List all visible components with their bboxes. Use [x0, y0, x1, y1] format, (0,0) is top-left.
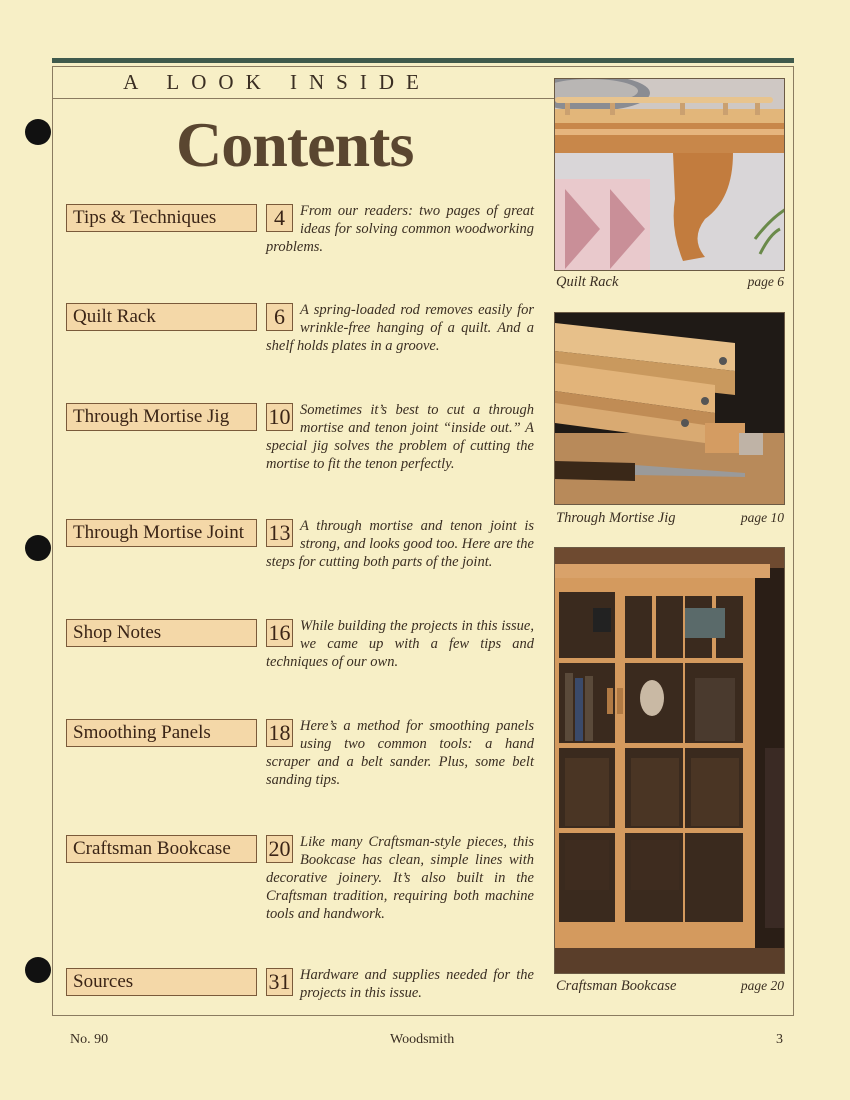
- entry-description: Here’s a method for smoothing panels using two common tools: a hand scraper and a belt sander. Plus, some belt sanding tips.: [266, 718, 534, 788]
- bookcase-photo: [554, 547, 785, 974]
- entry-label: Tips & Techniques: [66, 204, 257, 232]
- quilt-rack-photo: [554, 78, 785, 271]
- entry-page: 4: [266, 204, 293, 232]
- entry-label: Sources: [66, 968, 257, 996]
- entry-label: Smoothing Panels: [66, 719, 257, 747]
- entry-description: A through mortise and tenon joint is strong, and looks good too. Here are the steps for cutting both parts of the joint.: [266, 518, 534, 570]
- footer-page-number: 3: [776, 1032, 783, 1047]
- caption-title: Craftsman Bookcase: [556, 978, 677, 994]
- entry-description: Hardware and supplies needed for the projects in this issue.: [300, 967, 534, 1001]
- kicker-rule: [52, 98, 554, 99]
- entry-page: 31: [266, 968, 293, 996]
- photo-caption: [556, 274, 784, 291]
- entry-page: 20: [266, 835, 293, 863]
- entry-description: A spring-loaded rod removes easily for wrinkle-free hanging of a quilt. And a shelf holds plates in a groove.: [266, 302, 534, 354]
- kicker: A LOOK INSIDE: [123, 70, 431, 94]
- entry-page: 6: [266, 303, 293, 331]
- photo-caption: [556, 510, 784, 527]
- entry-description: From our readers: two pages of great ideas for solving common woodworking problems.: [266, 203, 534, 255]
- mortise-jig-photo: [554, 312, 785, 505]
- entry-description: While building the projects in this issue, we came up with a few tips and techniques of our own.: [266, 618, 534, 670]
- caption-title: Quilt Rack: [556, 274, 619, 290]
- caption-title: Through Mortise Jig: [556, 510, 676, 526]
- entry-page: 18: [266, 719, 293, 747]
- binder-hole-top: [25, 119, 51, 145]
- caption-page: page 20: [740, 978, 784, 993]
- entry-label: Quilt Rack: [66, 303, 257, 331]
- entry-description: Like many Craftsman-style pieces, this Bookcase has clean, simple lines with decorative joinery. It’s also built in the Craftsman tradition, requiring both machine tools and handwork.: [266, 834, 534, 922]
- entry-label: Craftsman Bookcase: [66, 835, 257, 863]
- binder-hole-bottom: [25, 957, 51, 983]
- entry-label: Through Mortise Jig: [66, 403, 257, 431]
- page-title: Contents: [176, 109, 414, 180]
- entry-label: Shop Notes: [66, 619, 257, 647]
- entry-description: Sometimes it’s best to cut a through mortise and tenon joint “inside out.” A special jig solves the problem of cutting the mortise to fit the tenon perfectly.: [266, 402, 534, 472]
- binder-hole-middle: [25, 535, 51, 561]
- photo-caption: [556, 978, 784, 995]
- entry-page: 10: [266, 403, 293, 431]
- top-rule: [52, 58, 794, 63]
- caption-page: page 10: [740, 510, 784, 525]
- footer-issue: No. 90: [70, 1032, 109, 1047]
- footer-magazine: Woodsmith: [390, 1032, 455, 1047]
- entry-page: 13: [266, 519, 293, 547]
- entry-label: Through Mortise Joint: [66, 519, 257, 547]
- caption-page: page 6: [747, 274, 784, 289]
- entry-page: 16: [266, 619, 293, 647]
